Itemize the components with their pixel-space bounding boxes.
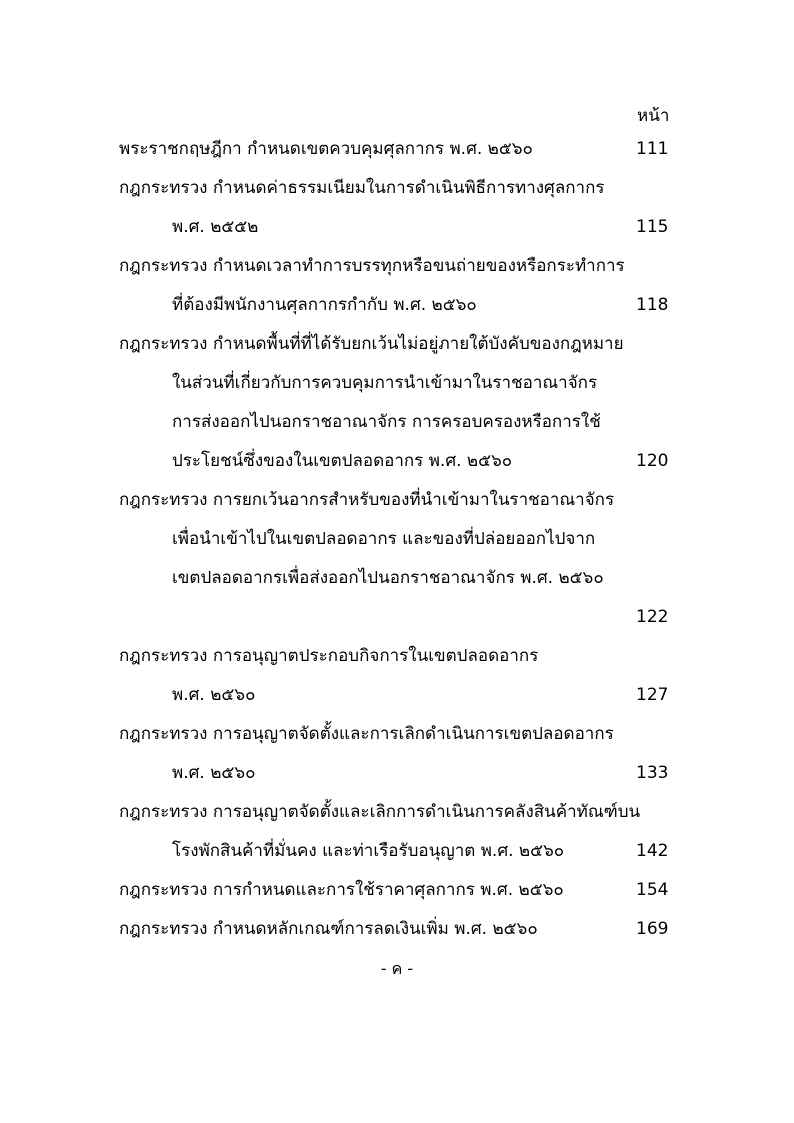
- toc-entry-line: พ.ศ. ๒๕๖๐: [172, 685, 256, 705]
- toc-entry-page: 118: [636, 295, 669, 315]
- toc-entry-page: 115: [636, 217, 669, 237]
- toc-entry-line: กฎกระทรวง กำหนดพื้นที่ที่ได้รับยกเว้นไม่อยู่ภายใต้บังคับของกฎหมาย: [119, 334, 624, 354]
- toc-entry-line: กฎกระทรวง การอนุญาตประกอบกิจการในเขตปลอดอากร: [119, 646, 539, 666]
- toc-entry-page: 133: [636, 763, 669, 783]
- toc-entry-line: กฎกระทรวง กำหนดหลักเกณฑ์การลดเงินเพิ่ม พ.ศ. ๒๕๖๐: [119, 919, 538, 939]
- toc-entry-line: เพื่อนำเข้าไปในเขตปลอดอากร และของที่ปล่อยออกไปจาก: [172, 529, 596, 549]
- toc-entry-line: ประโยชน์ซึ่งของในเขตปลอดอากร พ.ศ. ๒๕๖๐: [172, 451, 513, 471]
- page-column-header: หน้า: [637, 106, 670, 126]
- toc-entry-line: กฎกระทรวง การอนุญาตจัดตั้งและเลิกการดำเนินการคลังสินค้าทัณฑ์บน: [119, 802, 641, 822]
- toc-entry-page: 127: [636, 685, 669, 705]
- toc-entry-line: พระราชกฤษฎีกา กำหนดเขตควบคุมศุลกากร พ.ศ. ๒๕๖๐: [119, 139, 533, 159]
- toc-entry-page: 142: [636, 841, 669, 861]
- toc-entry-page: 169: [636, 919, 669, 939]
- toc-entry-line: เขตปลอดอากรเพื่อส่งออกไปนอกราชอาณาจักร พ.ศ. ๒๕๖๐: [172, 568, 604, 588]
- toc-entry-page: 111: [636, 139, 669, 159]
- toc-entry-line: กฎกระทรวง กำหนดเวลาทำการบรรทุกหรือขนถ่ายของหรือกระทำการ: [119, 256, 625, 276]
- toc-entry-line: พ.ศ. ๒๕๖๐: [172, 763, 256, 783]
- page-footer-number: - ค -: [380, 959, 414, 978]
- toc-entry-line: กฎกระทรวง การยกเว้นอากรสำหรับของที่นำเข้ามาในราชอาณาจักร: [119, 490, 615, 510]
- toc-entry-line: ที่ต้องมีพนักงานศุลกากรกำกับ พ.ศ. ๒๕๖๐: [172, 295, 477, 315]
- toc-entry-page: 122: [636, 607, 669, 627]
- toc-entry-line: ในส่วนที่เกี่ยวกับการควบคุมการนำเข้ามาในราชอาณาจักร: [172, 373, 598, 393]
- toc-entry-line: พ.ศ. ๒๕๕๒: [172, 217, 259, 237]
- toc-entry-page: 154: [636, 880, 669, 900]
- toc-entry-line: โรงพักสินค้าที่มั่นคง และท่าเรือรับอนุญาต พ.ศ. ๒๕๖๐: [172, 841, 565, 861]
- toc-entry-line: การส่งออกไปนอกราชอาณาจักร การครอบครองหรือการใช้: [172, 412, 601, 432]
- toc-entry-line: กฎกระทรวง กำหนดค่าธรรมเนียมในการดำเนินพิธีการทางศุลกากร: [119, 178, 605, 198]
- toc-entry-page: 120: [636, 451, 669, 471]
- toc-entry-line: กฎกระทรวง การกำหนดและการใช้ราคาศุลกากร พ.ศ. ๒๕๖๐: [119, 880, 564, 900]
- toc-entry-line: กฎกระทรวง การอนุญาตจัดตั้งและการเลิกดำเนินการเขตปลอดอากร: [119, 724, 614, 744]
